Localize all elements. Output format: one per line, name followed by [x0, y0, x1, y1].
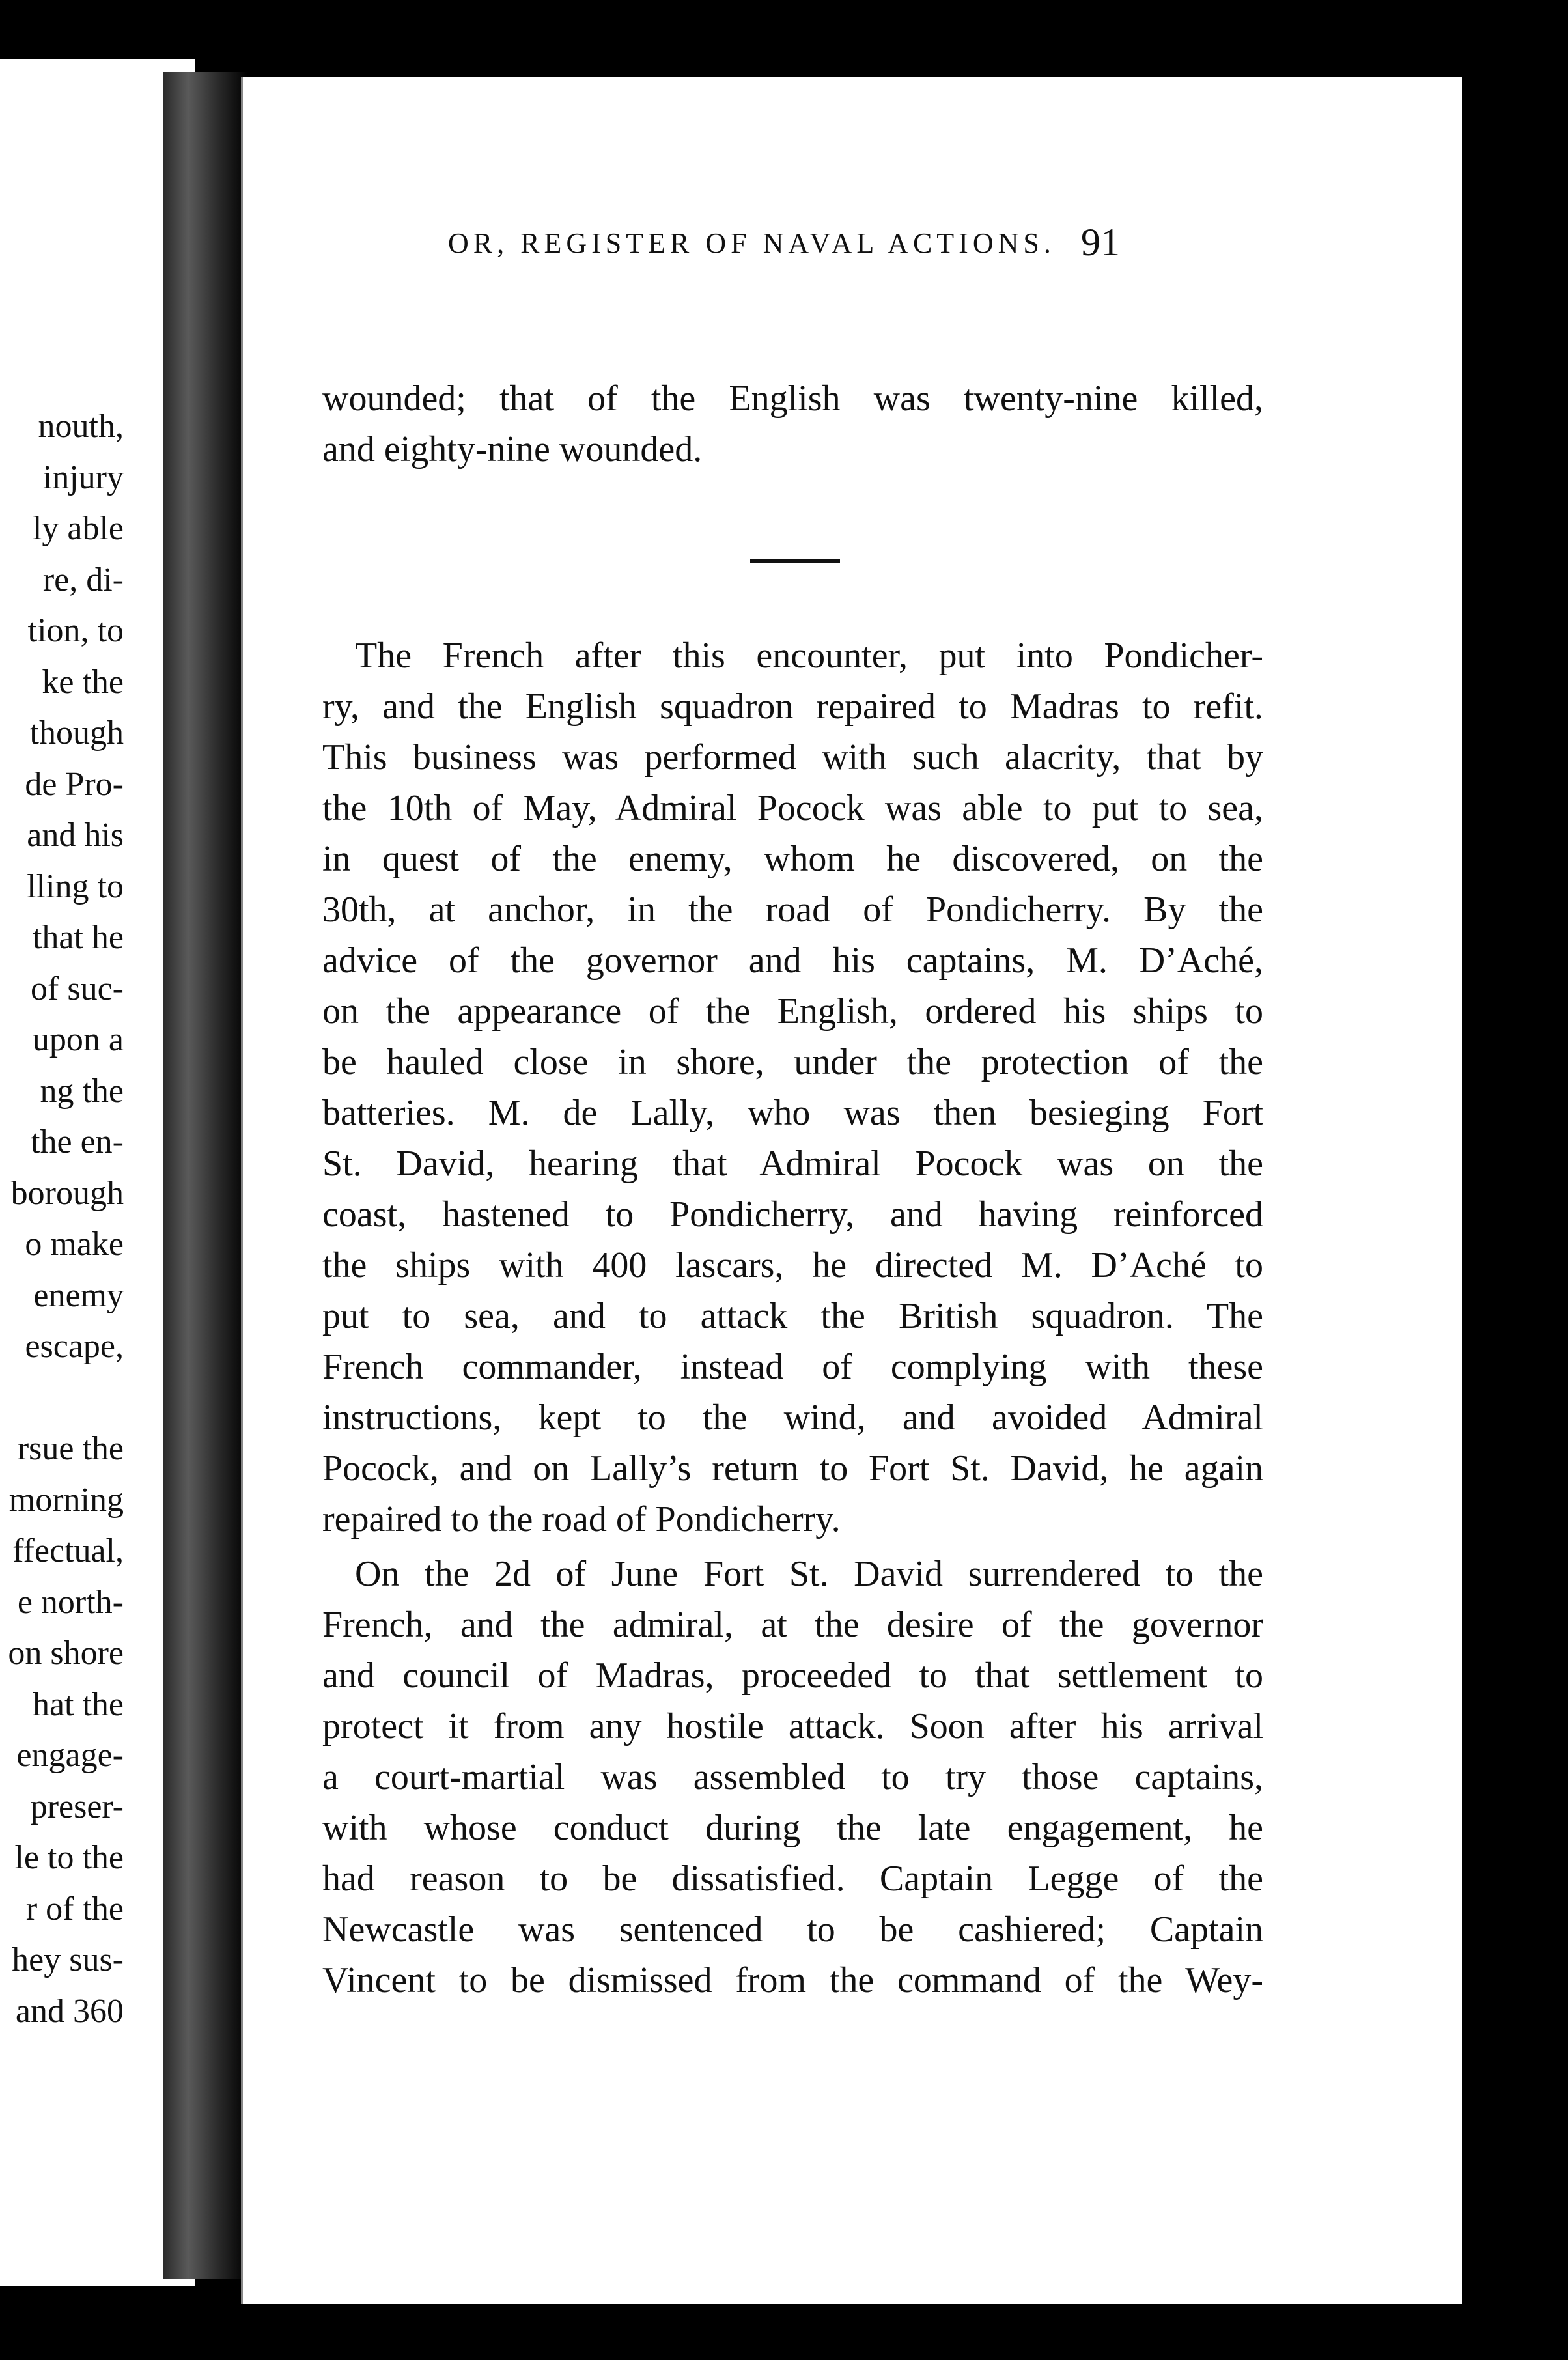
- left-page-line: ffectual,: [12, 1532, 124, 1569]
- left-page-line: enemy: [33, 1276, 124, 1314]
- left-page-line: e north-: [17, 1583, 124, 1621]
- text-line: a court-martial was assembled to try those captains,: [322, 1757, 1263, 1797]
- left-page-line: lling to: [27, 867, 124, 905]
- section-divider-rule: [750, 559, 840, 563]
- text-line: This business was performed with such alacrity, that by: [322, 737, 1263, 778]
- text-line: coast, hastened to Pondicherry, and having reinforced: [322, 1194, 1263, 1235]
- text-line: repaired to the road of Pondicherry.: [322, 1499, 841, 1539]
- left-page-line: rsue the: [17, 1430, 124, 1467]
- left-page-line: morning: [8, 1481, 124, 1519]
- text-line: Pocock, and on Lally’s return to Fort St. David, he again: [322, 1448, 1263, 1489]
- left-page-line: r of the: [25, 1890, 124, 1928]
- text-line: French, and the admiral, at the desire of the governor: [322, 1605, 1263, 1645]
- left-page-line: le to the: [14, 1839, 124, 1876]
- left-page-line: that he: [32, 919, 124, 956]
- text-line: The French after this encounter, put into Pondicher-: [355, 636, 1263, 676]
- left-page-line: borough: [10, 1174, 124, 1212]
- text-line: put to sea, and to attack the British squadron. The: [322, 1296, 1263, 1336]
- left-page-line: injury: [42, 458, 124, 496]
- left-page-line: preser-: [30, 1788, 124, 1825]
- text-line: On the 2d of June Fort St. David surrendered to the: [355, 1554, 1263, 1594]
- text-line: the ships with 400 lascars, he directed M. D’Aché to: [322, 1245, 1263, 1285]
- text-line: Newcastle was sentenced to be cashiered; Captain: [322, 1909, 1263, 1950]
- text-line: protect it from any hostile attack. Soon after his arrival: [322, 1706, 1263, 1747]
- text-line: St. David, hearing that Admiral Pocock was on the: [322, 1144, 1263, 1184]
- left-page-line: though: [29, 714, 124, 752]
- text-line: the 10th of May, Admiral Pocock was able to put to sea,: [322, 788, 1263, 828]
- left-page-line: and 360: [15, 1992, 124, 2030]
- left-page-line: escape,: [25, 1328, 124, 1365]
- text-line: in quest of the enemy, whom he discovered, on the: [322, 839, 1263, 879]
- running-title: OR, REGISTER OF NAVAL ACTIONS.: [448, 227, 1056, 259]
- text-line: wounded; that of the English was twenty-nine killed,: [322, 378, 1263, 419]
- left-page-line: of suc-: [31, 970, 124, 1007]
- left-page-line: on shore: [8, 1635, 124, 1672]
- left-page-line: hey sus-: [12, 1941, 124, 1978]
- text-line: 30th, at anchor, in the road of Pondicherry. By the: [322, 890, 1263, 930]
- text-line: had reason to be dissatisfied. Captain Legge of the: [322, 1859, 1263, 1899]
- left-page-line: ly able: [32, 510, 124, 547]
- left-page-line: engage-: [16, 1737, 124, 1774]
- text-line: ry, and the English squadron repaired to Madras to refit.: [322, 686, 1263, 727]
- running-head: [208, 221, 1250, 279]
- page-number: 91: [1081, 221, 1120, 264]
- text-line: on the appearance of the English, ordered his ships to: [322, 991, 1263, 1032]
- left-page-line: and his: [27, 817, 124, 854]
- left-page-line: de Pro-: [25, 765, 124, 803]
- text-line: French commander, instead of complying with these: [322, 1347, 1263, 1387]
- left-page-line: ng the: [40, 1072, 124, 1110]
- text-line: batteries. M. de Lally, who was then besieging Fort: [322, 1093, 1263, 1133]
- book-gutter: [163, 72, 247, 2279]
- text-line: Vincent to be dismissed from the command of the Wey-: [322, 1960, 1263, 2001]
- left-page-line: ke the: [42, 663, 124, 701]
- left-page-line: re, di-: [42, 561, 124, 598]
- left-page-line: tion, to: [27, 612, 124, 649]
- left-page-line: upon a: [32, 1021, 124, 1058]
- text-line: and council of Madras, proceeded to that settlement to: [322, 1655, 1263, 1696]
- left-page-line: hat the: [32, 1685, 124, 1723]
- text-line: be hauled close in shore, under the protection of the: [322, 1042, 1263, 1082]
- left-page-line: the en-: [31, 1123, 124, 1160]
- text-line: with whose conduct during the late engagement, he: [322, 1808, 1263, 1848]
- text-line: advice of the governor and his captains, M. D’Aché,: [322, 940, 1263, 981]
- text-line: instructions, kept to the wind, and avoided Admiral: [322, 1398, 1263, 1438]
- left-page-line: o make: [25, 1226, 124, 1263]
- text-line: and eighty-nine wounded.: [322, 429, 703, 470]
- left-page-line: nouth,: [38, 408, 124, 445]
